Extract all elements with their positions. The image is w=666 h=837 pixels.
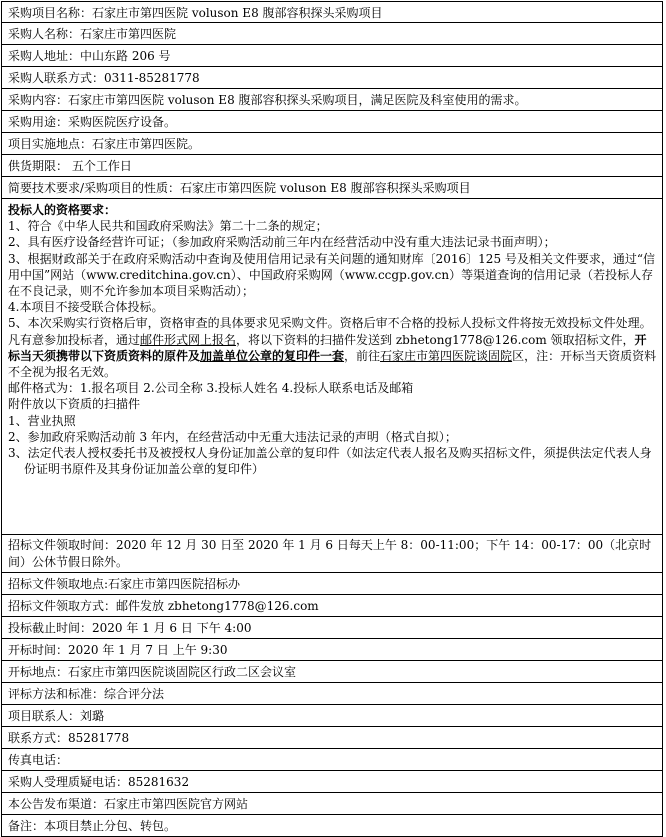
purpose-row: 采购用途：采购医院医疗设备。	[1, 111, 663, 133]
complaint-phone-row: 采购人受理质疑电话：85281632	[1, 771, 663, 793]
registration-text-f: ，前往	[344, 348, 381, 363]
doc-place-row: 招标文件领取地点:石家庄市第四医院招标办	[1, 573, 663, 595]
open-time-row: 开标时间：2020 年 1 月 7 日 上午 9:30	[1, 639, 663, 661]
qualification-item-2: 2、具有医疗设备经营许可证；（参加政府采购活动前三年内在经营活动中没有重大违法记录书面声明）；	[8, 235, 556, 250]
registration-method: 邮件形式网上报名	[140, 332, 237, 347]
registration-bring-originals: 开标当天须携带以下资质资料的原件及	[8, 332, 647, 363]
tender-announcement-table	[1, 1, 663, 837]
deadline-row: 投标截止时间：2020 年 1 月 6 日 下午 4:00	[1, 617, 663, 639]
contact-person-row: 项目联系人：刘璐	[1, 705, 663, 727]
purchaser-address-row: 采购人地址：中山东路 206 号	[1, 45, 663, 67]
qualification-item-3: 3、根据财政部关于在政府采购活动中查询及使用信用记录有关问题的通知财库〔2016〕125 号及相关文件要求，通过“信用中国”网站（www.creditchina.gov.cn）、中国政府采购网（www.ccgp.gov.cn）等渠道查询的信用记录（若投标人存在不良记录，则不允许参加本项目采购活动）；	[8, 251, 656, 299]
qualification-item-4: 4.本项目不接受联合体投标。	[8, 300, 164, 315]
fax-row: 传真电话：	[1, 749, 663, 771]
qualification-item-5: 5、本次采购实行资格后审，资格审查的具体要求见采购文件。资格后审不合格的投标人投标文件将按无效投标文件处理。	[8, 316, 652, 331]
mail-format: 邮件格式为：1.报名项目 2.公司全称 3.投标人姓名 4.投标人联系电话及邮箱	[8, 381, 414, 396]
registration-instructions	[8, 332, 657, 381]
channel-row: 本公告发布渠道：石家庄市第四医院官方网站	[1, 793, 663, 815]
qualification-item-1: 1、符合《中华人民共和国政府采购法》第二十二条的规定；	[8, 219, 328, 234]
contact-phone-row: 联系方式：85281778	[1, 727, 663, 749]
qualification-block	[1, 199, 663, 535]
attachment-item-2: 2、参加政府采购活动前 3 年内，在经营活动中无重大违法记录的声明（格式自拟）；	[8, 429, 457, 444]
registration-text-c: ，将以下资料的扫描件发送到 zbhetong1778@126.com 领取招标文件，	[236, 332, 635, 347]
delivery-row: 供货期限： 五个工作日	[1, 155, 663, 177]
evaluation-row: 评标方法和标准：综合评分法	[1, 683, 663, 705]
registration-text-a: 凡有意参加投标者，通过	[8, 332, 141, 347]
content-row: 采购内容：石家庄市第四医院 voluson E8 腹部容积探头采购项目，满足医院及科室使用的需求。	[1, 89, 663, 111]
registration-stamped-copies: 加盖单位公章的复印件一套	[200, 348, 345, 363]
open-place-row: 开标地点：石家庄市第四医院谈固院区行政二区会议室	[1, 661, 663, 683]
qualification-title: 投标人的资格要求：	[8, 203, 117, 217]
remark-row: 备注：本项目禁止分包、转包。	[1, 815, 663, 837]
registration-venue: 石家庄市第四医院谈固院	[380, 348, 513, 363]
requirements-row: 简要技术要求/采购项目的性质：石家庄市第四医院 voluson E8 腹部容积探头采购项目	[1, 177, 663, 199]
attachment-item-1: 1、营业执照	[8, 413, 76, 428]
attachment-item-3: 3、法定代表人授权委托书及被授权人身份证加盖公章的复印件（如法定代表人报名及购买招标文件，须提供法定代表人身份证明书原件及其身份证加盖公章的复印件）	[8, 446, 652, 477]
header-row: 采购项目名称：石家庄市第四医院 voluson E8 腹部容积探头采购项目	[1, 1, 663, 23]
registration-text-h: 区，注：开标当天资质资料不全视为报名无效。	[8, 348, 657, 380]
attachment-note: 附件放以下资质的扫描件	[8, 397, 141, 412]
purchaser-contact-row: 采购人联系方式：0311-85281778	[1, 67, 663, 89]
location-row: 项目实施地点：石家庄市第四医院。	[1, 133, 663, 155]
doc-method-row: 招标文件领取方式：邮件发放 zbhetong1778@126.com	[1, 595, 663, 617]
purchaser-name-row: 采购人名称：石家庄市第四医院	[1, 23, 663, 45]
doc-time-row: 招标文件领取时间：2020 年 12 月 30 日至 2020 年 1 月 6 日每天上午 8：00-11:00；下午 14：00-17：00（北京时间）公休节假日除外。	[1, 535, 663, 573]
